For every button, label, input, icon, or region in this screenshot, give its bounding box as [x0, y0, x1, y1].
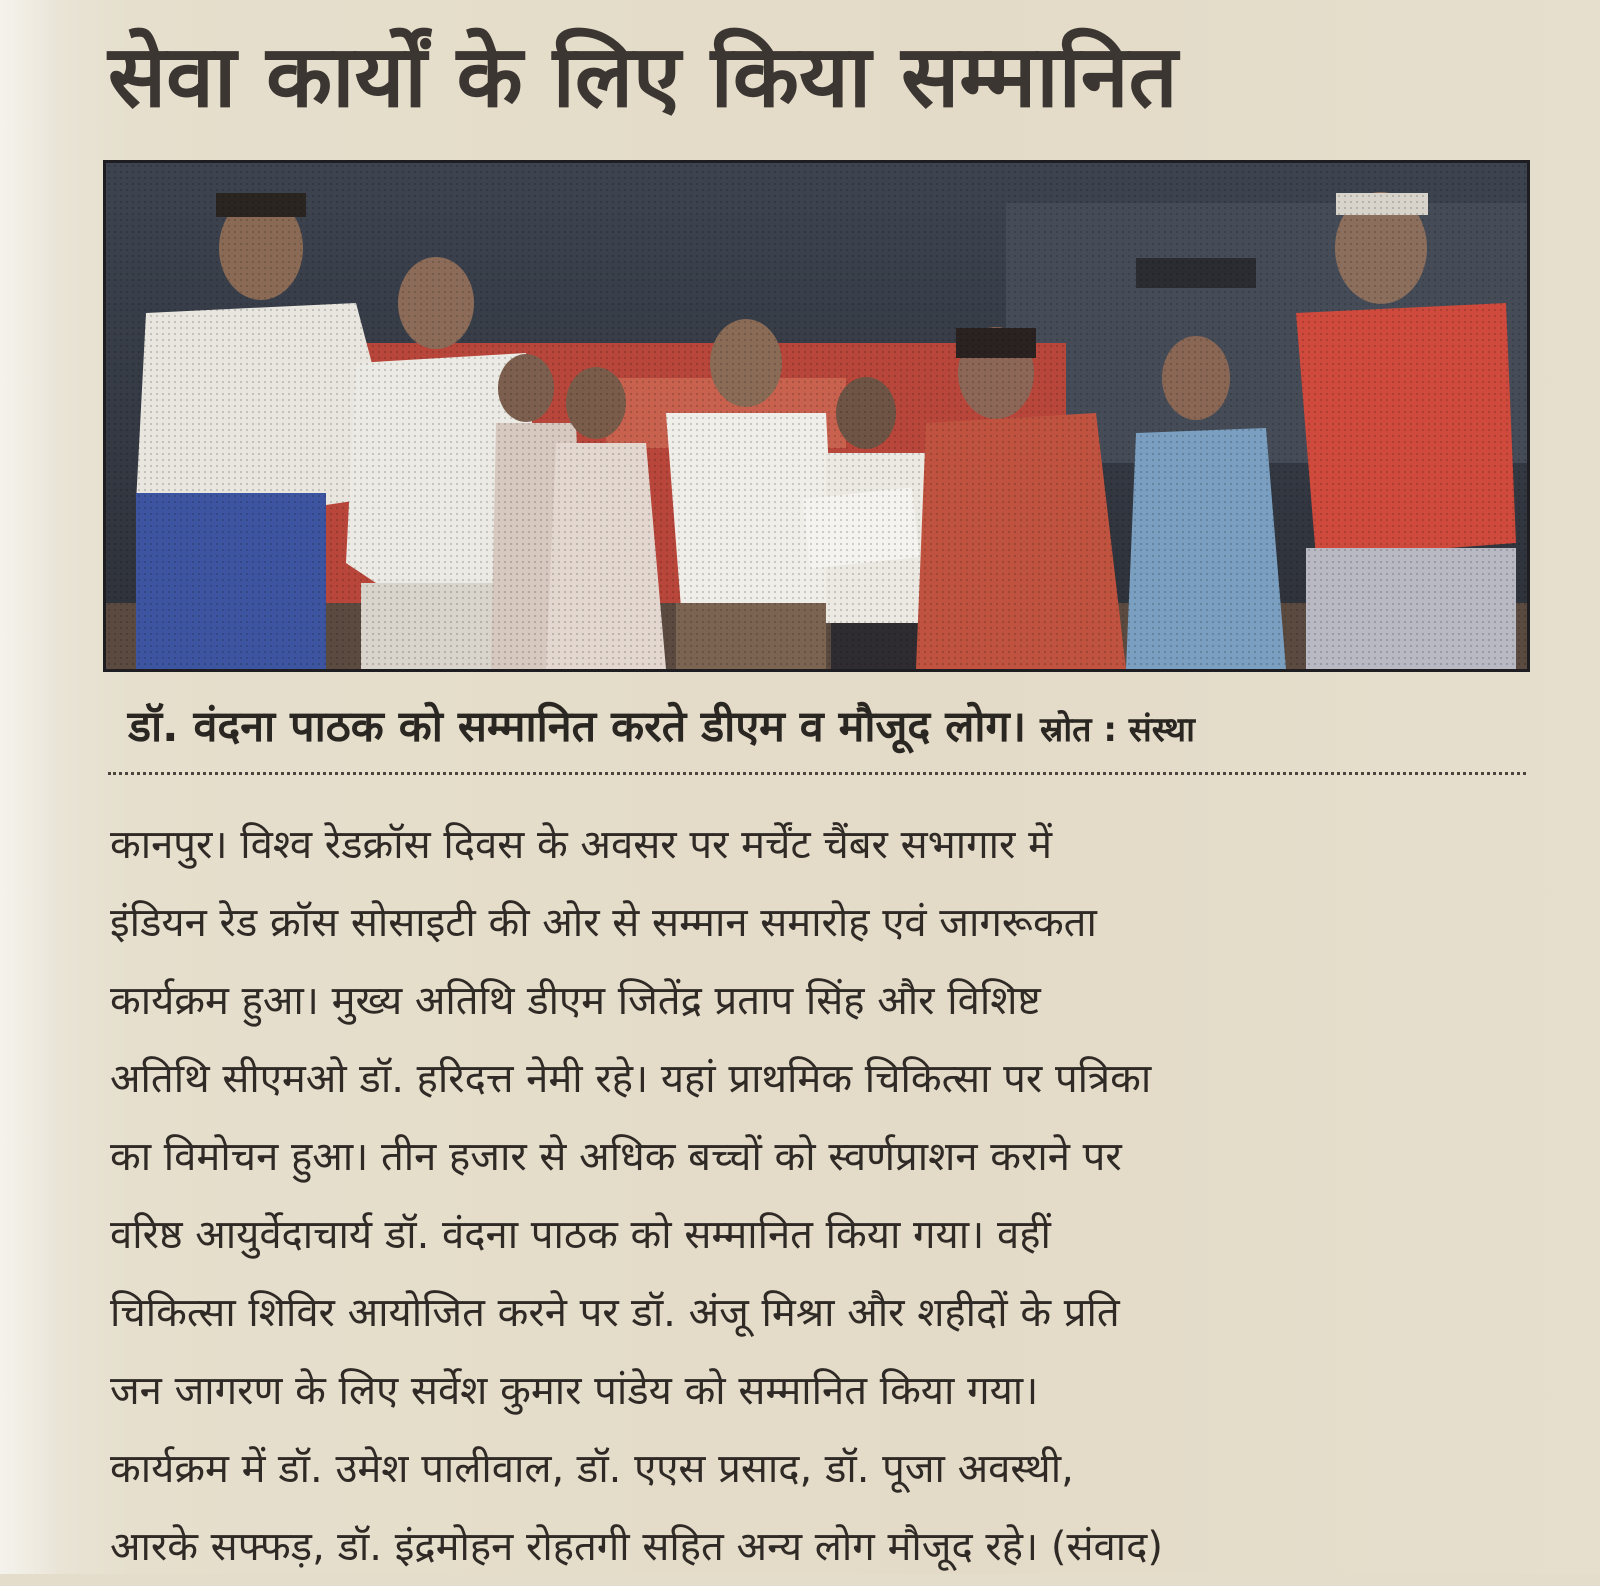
article-photo	[103, 160, 1530, 672]
article-body	[110, 806, 1520, 1586]
ceremony-photo-image	[106, 163, 1527, 669]
body-line: इंडियन रेड क्रॉस सोसाइटी की ओर से सम्मान समारोह एवं जागरूकता	[110, 900, 1097, 946]
dotted-divider	[108, 772, 1526, 781]
body-line: चिकित्सा शिविर आयोजित करने पर डॉ. अंजू मिश्रा और शहीदों के प्रति	[110, 1290, 1120, 1336]
body-line: कार्यक्रम हुआ। मुख्य अतिथि डीएम जितेंद्र प्रताप सिंह और विशिष्ट	[110, 978, 1041, 1024]
body-line: अतिथि सीएमओ डॉ. हरिदत्त नेमी रहे। यहां प्राथमिक चिकित्सा पर पत्रिका	[110, 1056, 1152, 1102]
caption-text: डॉ. वंदना पाठक को सम्मानित करते डीएम व मौजूद लोग।	[128, 702, 1027, 752]
body-line: आरके सफ्फड़, डॉ. इंद्रमोहन रोहतगी सहित अन्य लोग मौजूद रहे। (संवाद)	[110, 1524, 1163, 1570]
body-line: जन जागरण के लिए सर्वेश कुमार पांडेय को सम्मानित किया गया।	[110, 1368, 1039, 1414]
body-line: का विमोचन हुआ। तीन हजार से अधिक बच्चों को स्वर्णप्राशन कराने पर	[110, 1134, 1122, 1180]
page-edge-shadow	[0, 0, 60, 1574]
photo-caption	[128, 695, 1528, 759]
body-line: वरिष्ठ आयुर्वेदाचार्य डॉ. वंदना पाठक को सम्मानित किया गया। वहीं	[110, 1212, 1051, 1258]
caption-source: स्रोत : संस्था	[1040, 710, 1195, 750]
body-line: कानपुर। विश्व रेडक्रॉस दिवस के अवसर पर मर्चेंट चैंबर सभागार में	[110, 822, 1053, 868]
article-headline: सेवा कार्यों के लिए किया सम्मानित	[108, 27, 1178, 127]
body-line: कार्यक्रम में डॉ. उमेश पालीवाल, डॉ. एएस प्रसाद, डॉ. पूजा अवस्थी,	[110, 1446, 1074, 1492]
